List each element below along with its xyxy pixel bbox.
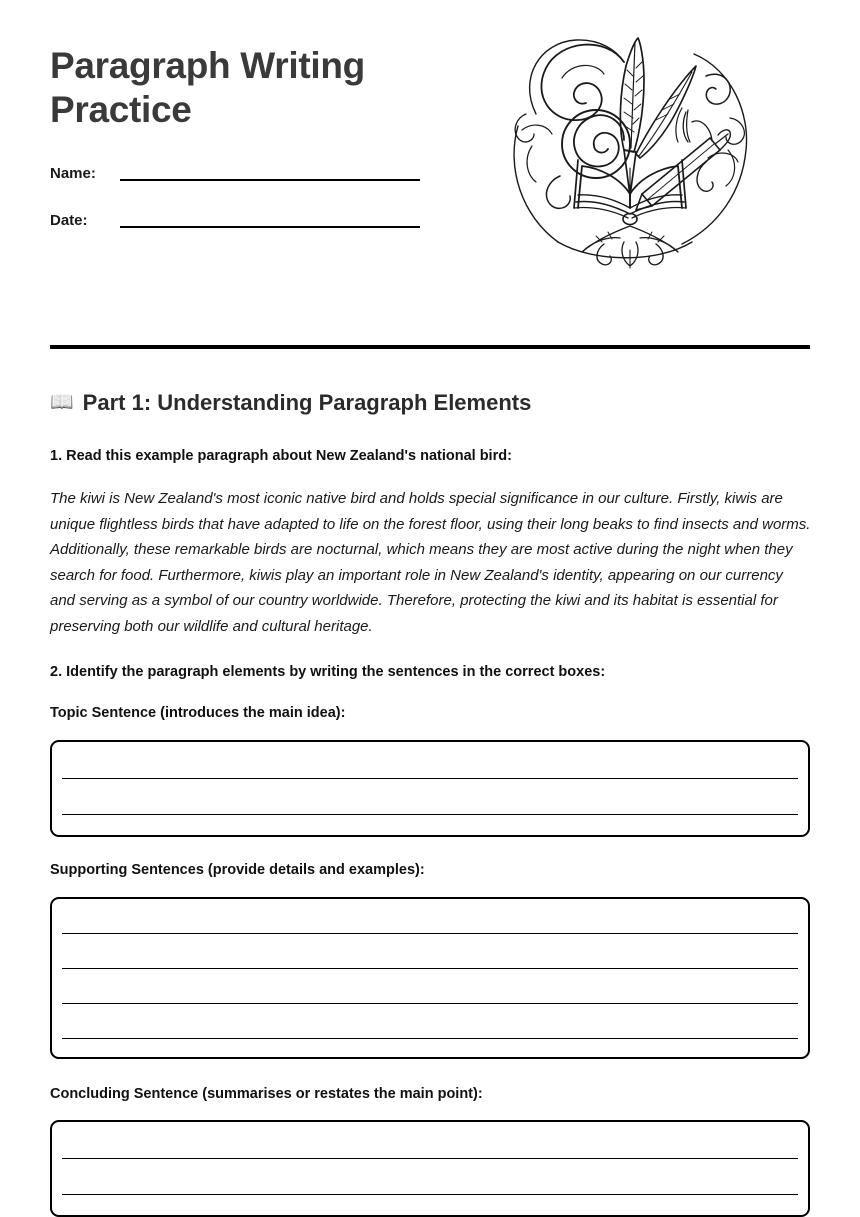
writing-rule-line <box>62 933 798 934</box>
header-divider <box>50 345 810 349</box>
date-field-row <box>50 212 420 230</box>
topic-sentence-answer-box[interactable] <box>50 740 810 837</box>
part1-heading <box>50 388 810 418</box>
writing-rule-line <box>62 814 798 815</box>
page-title: Paragraph Writing Practice <box>50 45 365 130</box>
date-input-line[interactable] <box>120 226 420 228</box>
part1-heading-text: Part 1: Understanding Paragraph Elements <box>82 390 532 415</box>
name-input-line[interactable] <box>120 179 420 181</box>
supporting-sentences-answer-box[interactable] <box>50 897 810 1059</box>
concluding-sentence-answer-box[interactable] <box>50 1120 810 1217</box>
topic-sentence-label: Topic Sentence (introduces the main idea): <box>50 705 346 721</box>
writing-rule-line <box>62 1194 798 1195</box>
open-book-icon: 📖 <box>50 392 74 413</box>
name-field-row <box>50 165 420 183</box>
supporting-sentences-label: Supporting Sentences (provide details and examples): <box>50 862 425 878</box>
writing-rule-line <box>62 1038 798 1039</box>
date-label: Date: <box>50 212 88 229</box>
open-book-quill-pencil-illustration <box>496 18 766 270</box>
writing-rule-line <box>62 1003 798 1004</box>
name-label: Name: <box>50 165 96 182</box>
question-2-label: 2. Identify the paragraph elements by writing the sentences in the correct boxes: <box>50 664 606 680</box>
writing-rule-line <box>62 1158 798 1159</box>
writing-rule-line <box>62 778 798 779</box>
writing-rule-line <box>62 968 798 969</box>
example-paragraph: The kiwi is New Zealand's most iconic native bird and holds special significance in our culture. Firstly, kiwis are unique flightless birds that have adapted to life on the forest floor, using their long beaks to find insects and worms. Additionally, these remarkable birds are nocturnal, which means they are most active during the night when they search for food. Furthermore, kiwis play an important role in New Zealand's identity, appearing on our currency and serving as a symbol of our country worldwide. Therefore, protecting the kiwi and its habitat is essential for preserving both our wildlife and cultural heritage. <box>50 490 811 635</box>
question-1-label: 1. Read this example paragraph about New Zealand's national bird: <box>50 448 512 464</box>
concluding-sentence-label: Concluding Sentence (summarises or restates the main point): <box>50 1086 483 1102</box>
